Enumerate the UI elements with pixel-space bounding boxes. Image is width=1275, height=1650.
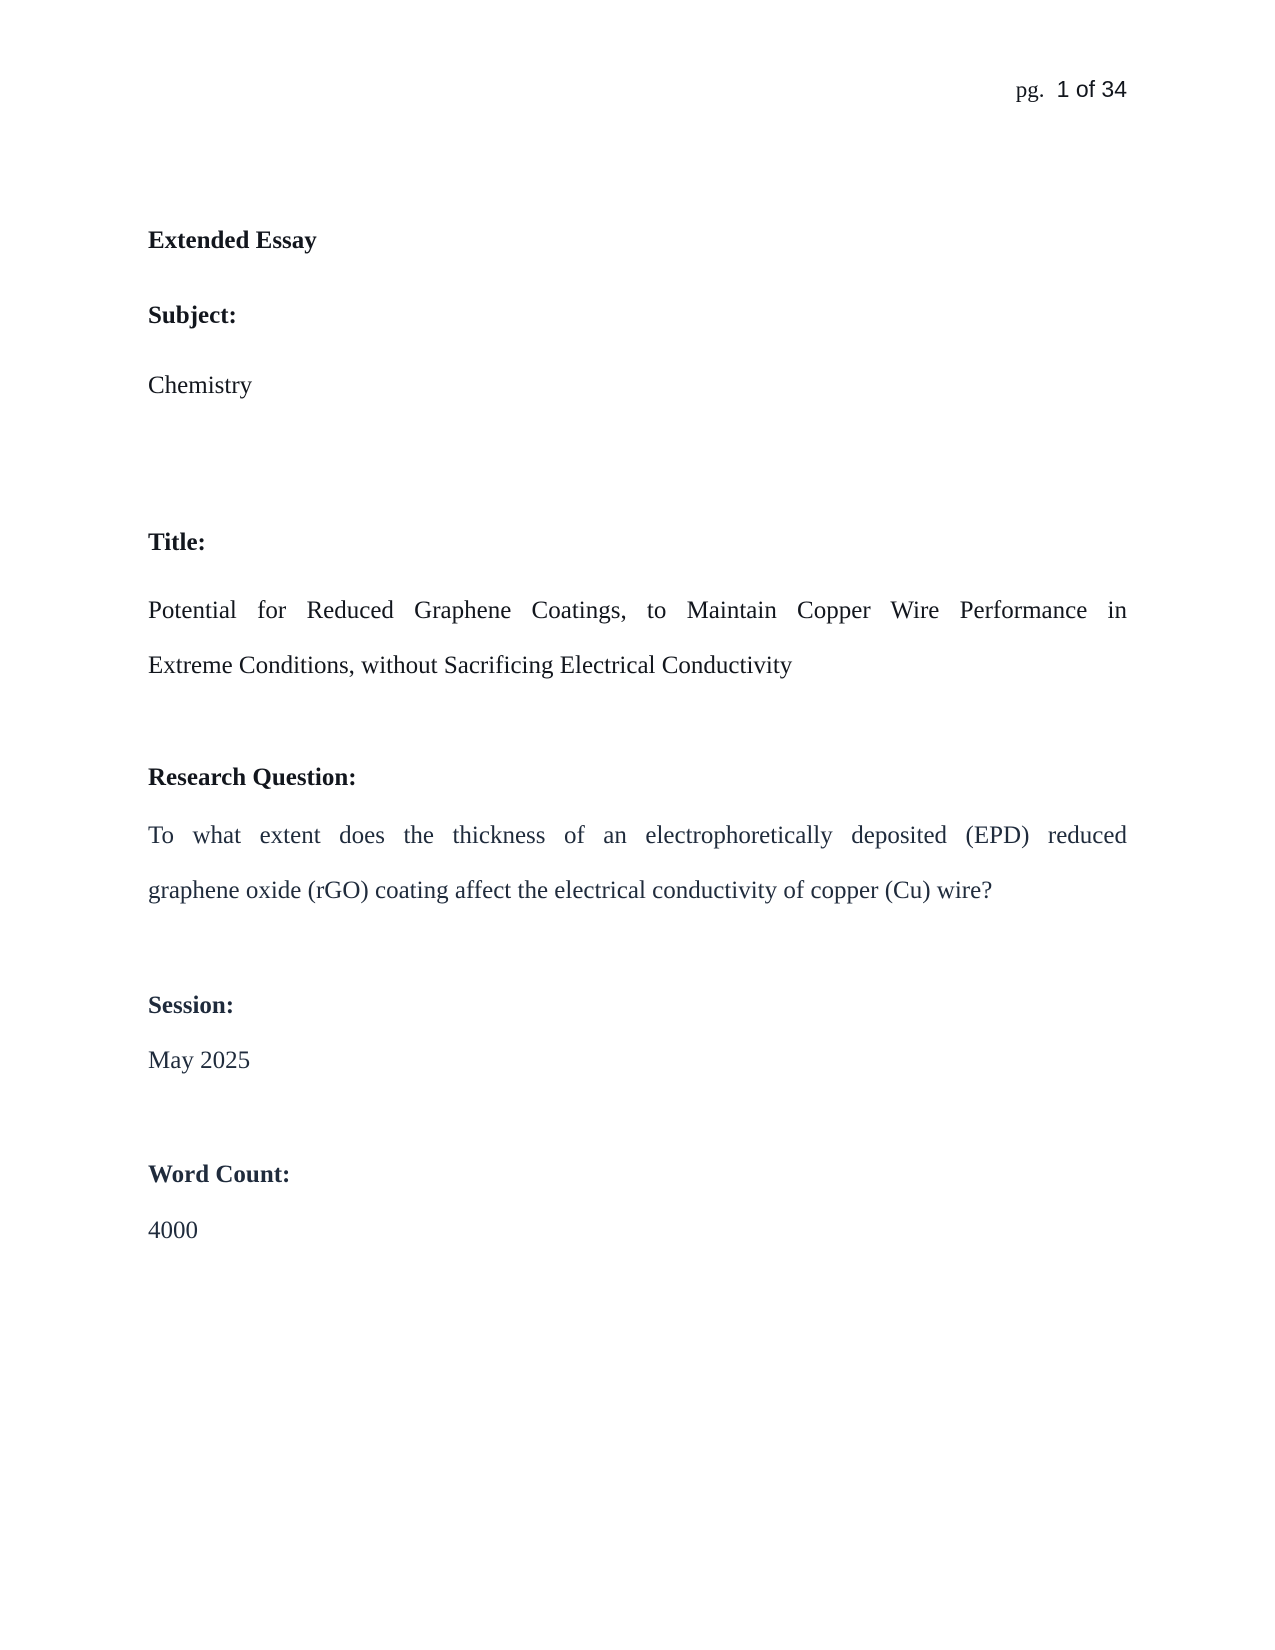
- title-paragraph: [148, 583, 1127, 693]
- research-question-line-1: To what extent does the thickness of an electrophoretically deposited (EPD) reduced: [148, 822, 1127, 849]
- research-question-label: Research Question:: [148, 764, 357, 791]
- research-question-line-2: graphene oxide (rGO) coating affect the electrical conductivity of copper (Cu) wire?: [148, 877, 993, 904]
- session-label: Session:: [148, 992, 235, 1019]
- page-number-count: 1 of 34: [1056, 76, 1127, 102]
- session-value: May 2025: [148, 1047, 251, 1074]
- research-question-paragraph: [148, 808, 1127, 918]
- word-count-value: 4000: [148, 1217, 198, 1244]
- title-label: Title:: [148, 529, 206, 556]
- page-number-prefix: pg.: [1015, 77, 1045, 102]
- page-number: [148, 76, 1127, 103]
- word-count-label: Word Count:: [148, 1161, 291, 1188]
- title-text-line-2: Extreme Conditions, without Sacrificing Electrical Conductivity: [148, 652, 793, 679]
- document-heading: Extended Essay: [148, 227, 317, 254]
- subject-value: Chemistry: [148, 372, 253, 399]
- subject-label: Subject:: [148, 302, 237, 329]
- title-text-line-1: Potential for Reduced Graphene Coatings, to Maintain Copper Wire Performance in: [148, 597, 1127, 624]
